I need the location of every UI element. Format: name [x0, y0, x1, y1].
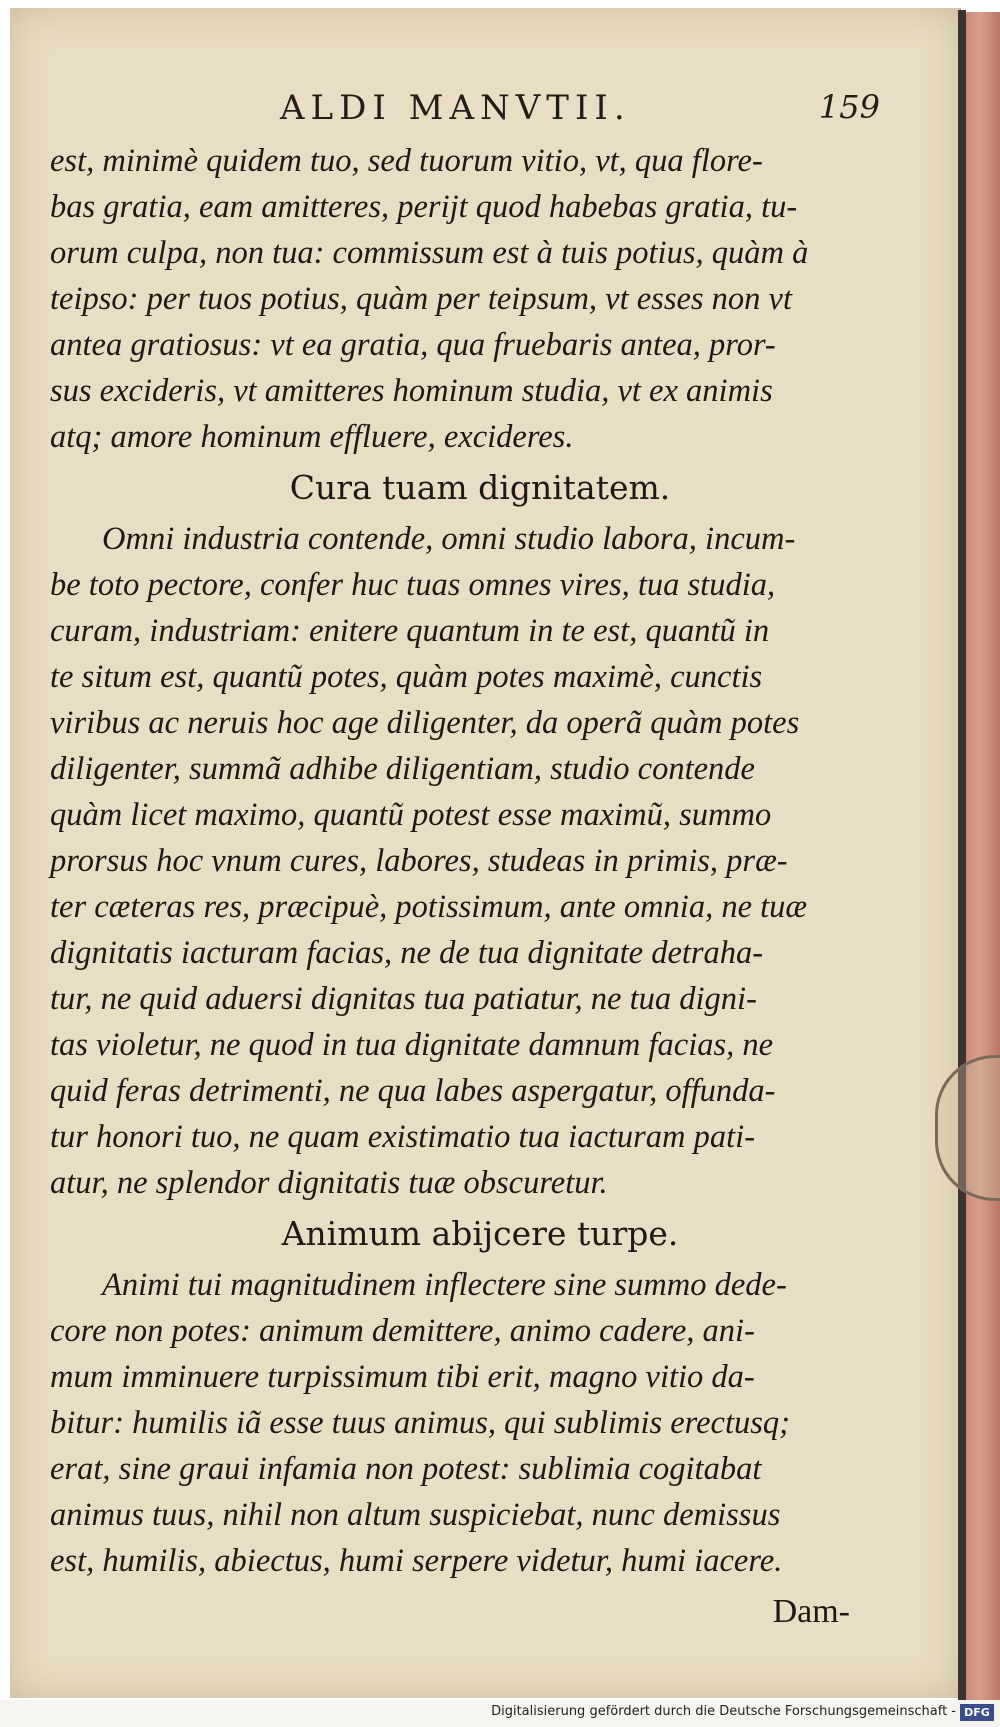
text-line: bas gratia, eam amitteres, perijt quod habebas gratia, tu- [50, 189, 798, 225]
text-line: est, minimè quidem tuo, sed tuorum vitio, vt, qua flore- [50, 143, 763, 179]
text-line: mum imminuere turpissimum tibi erit, magno vitio da- [50, 1359, 755, 1395]
text-line: Animi tui magnitudinem inflectere sine summo dede- [102, 1267, 787, 1303]
text-line: te situm est, quantũ potes, quàm potes maximè, cunctis [50, 659, 763, 695]
text-line: teipso: per tuos potius, quàm per teipsum, vt esses non vt [50, 281, 793, 317]
text-line: viribus ac neruis hoc age diligenter, da operã quàm potes [50, 705, 800, 741]
text-line: tur honori tuo, ne quam existimatio tua iacturam pati- [50, 1119, 756, 1155]
text-line: animus tuus, nihil non altum suspiciebat, nunc demissus [50, 1497, 781, 1533]
catchword: Dam- [772, 1593, 850, 1630]
dfg-logo-icon: DFG [960, 1704, 994, 1721]
running-title: ALDI MANVTII. [280, 88, 631, 128]
text-line: bitur: humilis iã esse tuus animus, qui sublimis erectusq; [50, 1405, 790, 1441]
text-line: antea gratiosus: vt ea gratia, qua fruebaris antea, pror- [50, 327, 776, 363]
text-line: atq; amore hominum effluere, excideres. [50, 419, 574, 455]
text-line: quàm licet maximo, quantũ potest esse maximũ, summo [50, 797, 772, 833]
text-line: ter cæteras res, præcipuè, potissimum, ante omnia, ne tuæ [50, 889, 808, 925]
text-line: tur, ne quid aduersi dignitas tua patiatur, ne tua digni- [50, 981, 757, 1017]
text-line: est, humilis, abiectus, humi serpere videtur, humi iacere. [50, 1543, 783, 1579]
text-line: sus excideris, vt amitteres hominum studia, vt ex animis [50, 373, 773, 409]
text-line: erat, sine graui infamia non potest: sublimia cogitabat [50, 1451, 762, 1487]
text-line: quid feras detrimenti, ne qua labes aspergatur, offunda- [50, 1073, 776, 1109]
text-line: curam, industriam: enitere quantum in te est, quantũ in [50, 613, 770, 649]
section-heading: Cura tuam dignitatem. [289, 468, 671, 507]
page-gutter-edge [958, 10, 966, 1700]
body-text [50, 138, 870, 1640]
text-line: atur, ne splendor dignitatis tuæ obscuretur. [50, 1165, 608, 1201]
section-heading: Animum abijcere turpe. [281, 1214, 679, 1253]
text-line: dignitatis iacturam facias, ne de tua dignitate detraha- [50, 935, 764, 971]
footer-bar [0, 1700, 1000, 1727]
text-line: prorsus hoc vnum cures, labores, studeas in primis, præ- [50, 843, 788, 879]
page-number: 159 [818, 88, 880, 126]
text-line: orum culpa, non tua: commissum est à tuis potius, quàm à [50, 235, 809, 271]
text-line: tas violetur, ne quod in tua dignitate damnum facias, ne [50, 1027, 774, 1063]
text-line: core non potes: animum demittere, animo cadere, ani- [50, 1313, 755, 1349]
text-line: be toto pectore, confer huc tuas omnes vires, tua studia, [50, 567, 776, 603]
book-cover-edge [966, 12, 1000, 1700]
text-line: Omni industria contende, omni studio labora, incum- [102, 521, 796, 557]
text-line: diligenter, summã adhibe diligentiam, studio contende [50, 751, 755, 787]
funding-credit: Digitalisierung gefördert durch die Deutsche Forschungsgemeinschaft - [491, 1704, 956, 1719]
